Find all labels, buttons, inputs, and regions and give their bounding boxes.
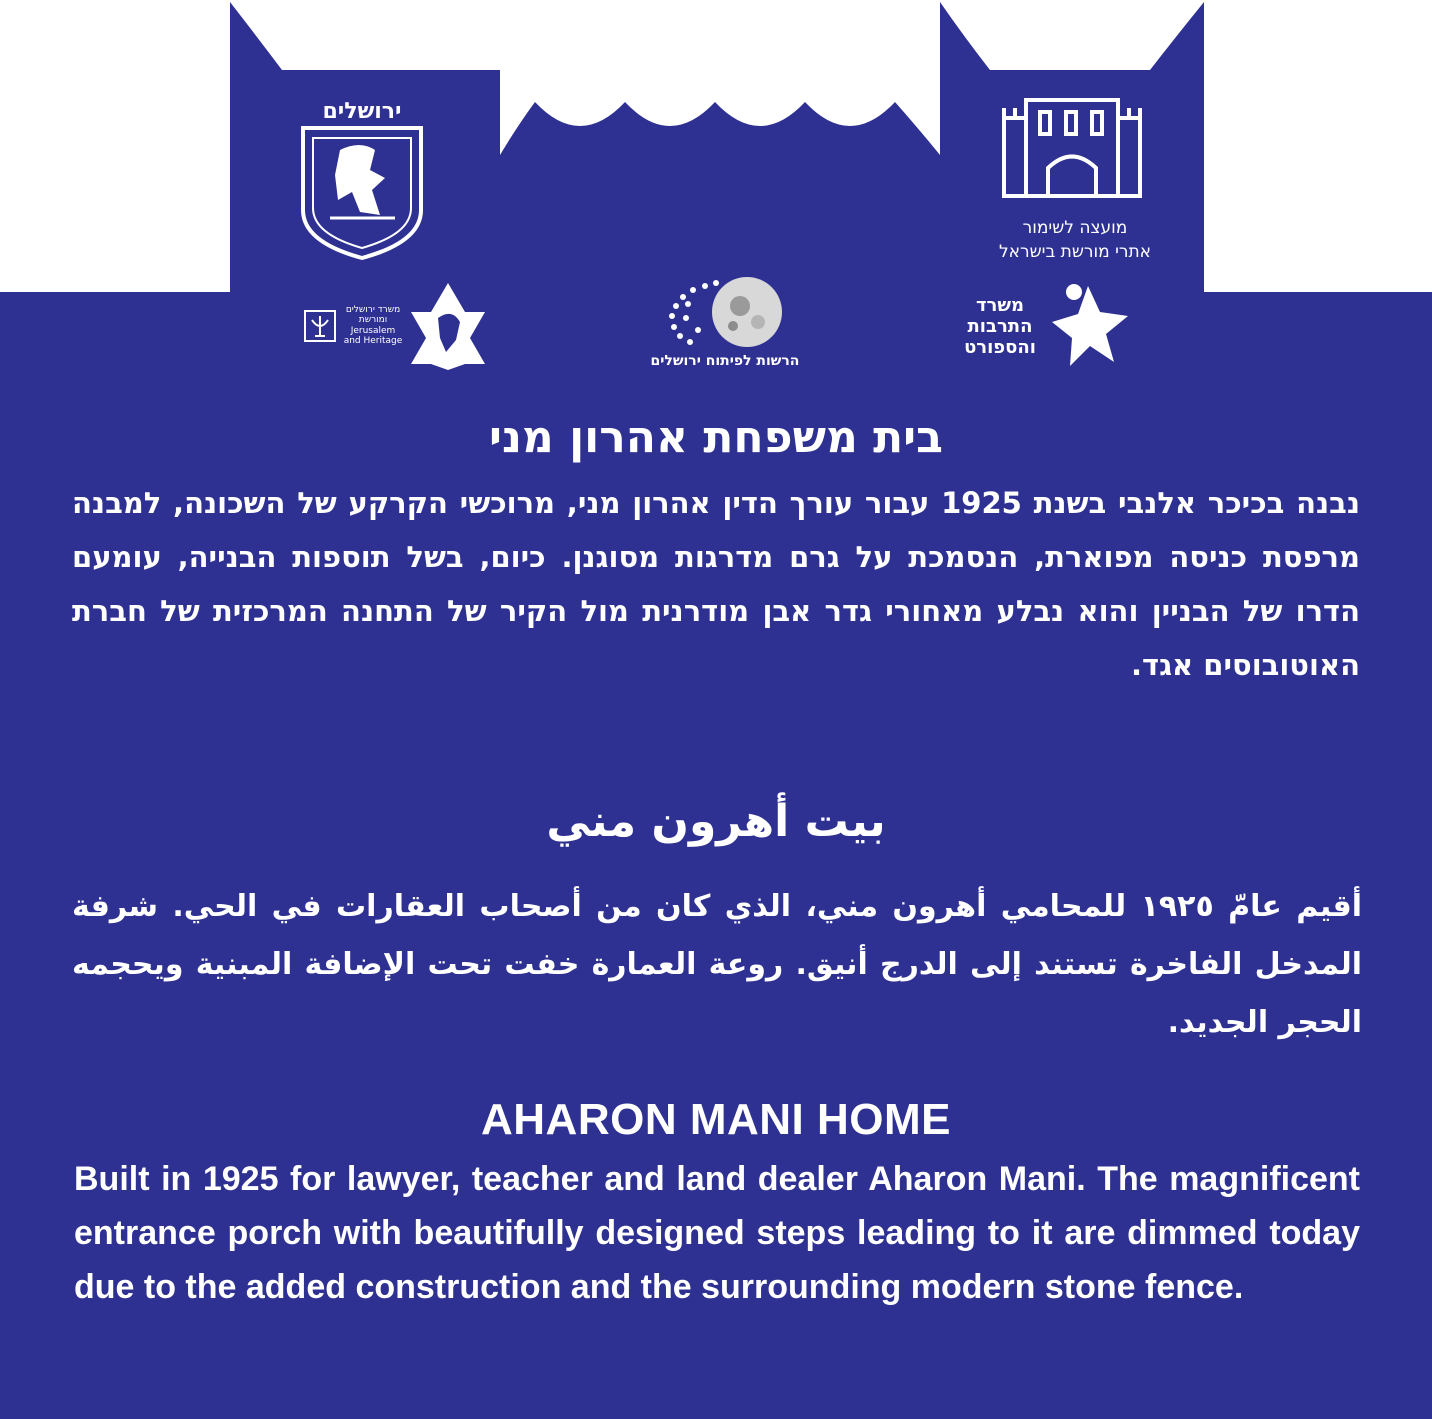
- culture-ministry-line2: התרבות: [967, 316, 1033, 337]
- hebrew-title: בית משפחת אהרון מני: [489, 412, 943, 463]
- culture-ministry-line1: משרד: [975, 295, 1025, 316]
- council-label-line2: אתרי מורשת בישראל: [998, 242, 1152, 262]
- hebrew-body: נבנה בכיכר אלנבי בשנת 1925 עבור עורך הדין אהרון מני, מרוכשי הקרקע של השכונה, למבנה מרפסת כניסה מפוארת, הנסמכת על גרם מדרגות מסוגנן. כיום, בשל תוספות הבנייה, עומעם הדרו של הבניין והוא נבלע מאחורי גדר אבן מודרנית מול הקיר של התחנה המרכזית של חברת האוטובוסים אגד.: [72, 486, 1360, 682]
- council-label-line1: מועצה לשימור: [1022, 218, 1128, 238]
- english-title: AHARON MANI HOME: [481, 1095, 951, 1144]
- english-body: Built in 1925 for lawyer, teacher and land dealer Aharon Mani. The magnificent entrance porch with beautifully designed steps leading to it are dimmed today due to the added construction and the surrounding modern stone fence.: [74, 1160, 1360, 1306]
- culture-ministry-line3: והספורט: [964, 337, 1036, 358]
- ministry-heritage-hebrew: משרד ירושלים ומורשת: [345, 305, 401, 325]
- ministry-heritage-english-2: and Heritage: [343, 336, 403, 346]
- jerusalem-logo-label: ירושלים: [322, 99, 402, 124]
- development-authority-label: הרשות לפיתוח ירושלים: [650, 353, 800, 369]
- arabic-title: بيت أهرون مني: [546, 796, 886, 847]
- ministry-heritage-english-1: Jerusalem: [350, 326, 396, 336]
- arabic-body: أقيم عامّ ١٩٢٥ للمحامي أهرون مني، الذي كان من أصحاب العقارات في الحي. شرفة المدخل الفاخرة تستند إلى الدرج أنيق. روعة العمارة خفت تحت الإضافة المبنية ويحجمه الحجر الجديد.: [72, 889, 1362, 1040]
